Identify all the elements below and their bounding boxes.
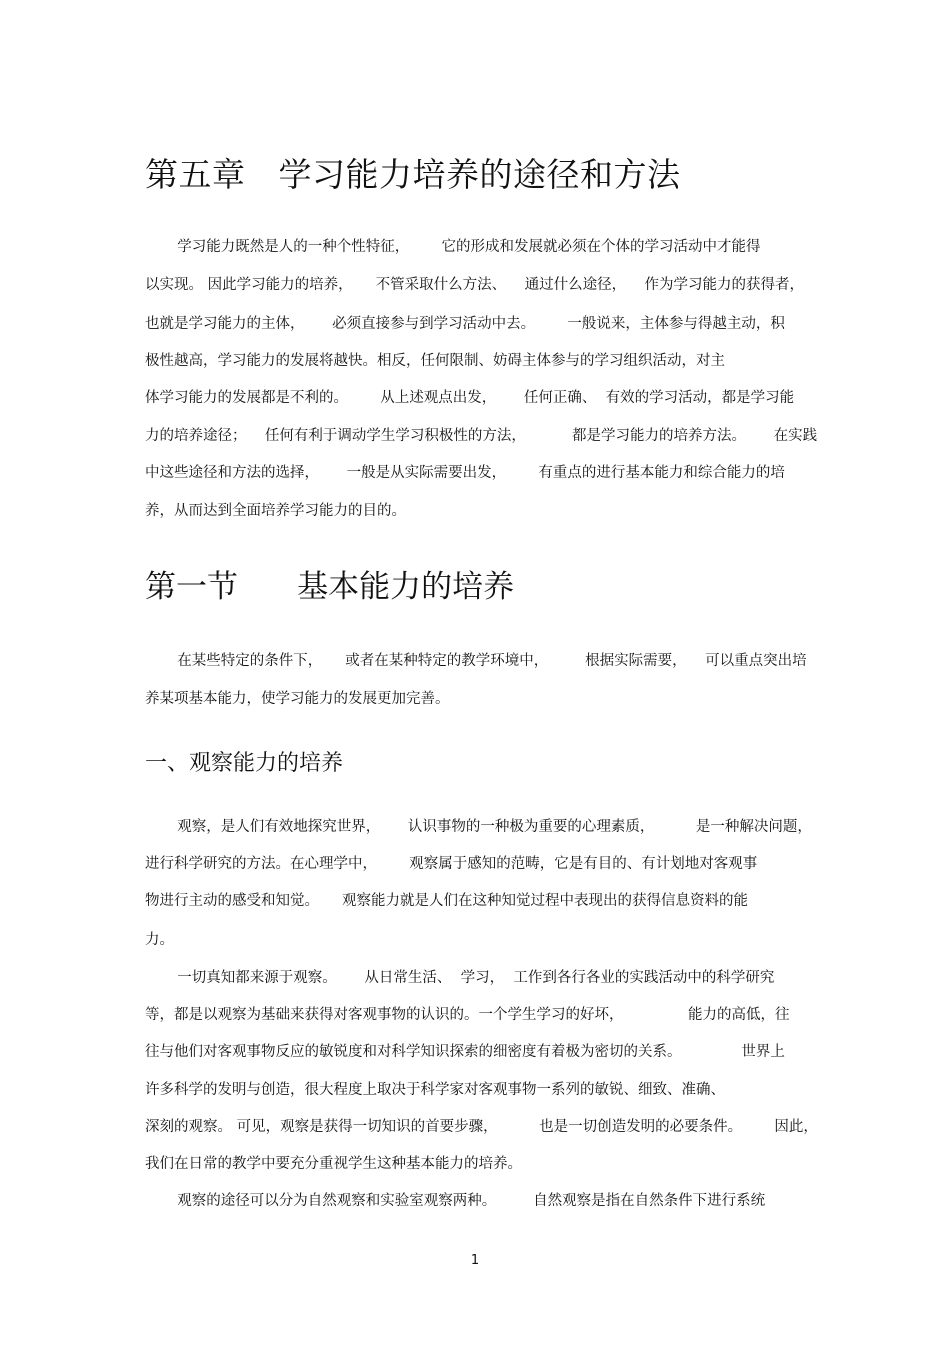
intro-line: 也就是学习能力的主体， 必须直接参与到学习活动中去。 一般说来，主体参与得越主动，积 (145, 316, 785, 332)
body-line: 我们在日常的教学中要充分重视学生这种基本能力的培养。 (145, 1156, 522, 1172)
section-line: 在某些特定的条件下， 或者在某种特定的教学环境中， 根据实际需要， 可以重点突出培 (145, 653, 807, 669)
body-line: 观察的途径可以分为自然观察和实验室观察两种。 自然观察是指在自然条件下进行系统 (145, 1193, 766, 1209)
body-line: 往与他们对客观事物反应的敏锐度和对科学知识探索的细密度有着极为密切的关系。 世界上 (145, 1044, 785, 1060)
section-title: 第一节 基本能力的培养 (145, 569, 515, 605)
intro-line: 学习能力既然是人的一种个性特征， 它的形成和发展就必须在个体的学习活动中才能得 (145, 239, 761, 255)
body-line: 等，都是以观察为基础来获得对客观事物的认识的。一个学生学习的好坏， 能力的高低，往 (145, 1007, 790, 1023)
intro-line: 力的培养途径； 任何有利于调动学生学习积极性的方法， 都是学习能力的培养方法。 在实践 (145, 428, 818, 444)
intro-line: 极性越高，学习能力的发展将越快。相反，任何限制、妨碍主体参与的学习组织活动，对主 (145, 353, 725, 369)
chapter-title: 第五章 学习能力培养的途径和方法 (145, 155, 681, 194)
body-line: 许多科学的发明与创造，很大程度上取决于科学家对客观事物一系列的敏锐、细致、准确、 (145, 1082, 725, 1098)
intro-line: 中这些途径和方法的选择， 一般是从实际需要出发， 有重点的进行基本能力和综合能力的培 (145, 465, 785, 481)
body-line: 物进行主动的感受和知觉。 观察能力就是人们在这种知觉过程中表现出的获得信息资料的能 (145, 893, 749, 909)
body-line: 一切真知都来源于观察。 从日常生活、 学习， 工作到各行各业的实践活动中的科学研究 (145, 970, 775, 986)
body-line: 进行科学研究的方法。在心理学中， 观察属于感知的范畴，它是有目的、有计划地对客观事 (145, 856, 758, 872)
page-number: 1 (470, 1253, 480, 1268)
intro-line: 体学习能力的发展都是不利的。 从上述观点出发， 任何正确、 有效的学习活动，都是学习能 (145, 390, 795, 406)
body-line: 观察，是人们有效地探究世界， 认识事物的一种极为重要的心理素质， 是一种解决问题， (145, 819, 812, 835)
intro-line: 以实现。 因此学习能力的培养， 不管采取什么方法、 通过什么途径， 作为学习能力的获得者， (145, 277, 805, 293)
body-line: 深刻的观察。 可见，观察是获得一切知识的首要步骤， 也是一切创造发明的必要条件。 因此， (145, 1119, 818, 1135)
subsection-title: 一、观察能力的培养 (145, 751, 344, 776)
intro-line: 养，从而达到全面培养学习能力的目的。 (145, 503, 406, 519)
body-line: 力。 (145, 932, 174, 948)
section-line: 养某项基本能力，使学习能力的发展更加完善。 (145, 691, 450, 707)
